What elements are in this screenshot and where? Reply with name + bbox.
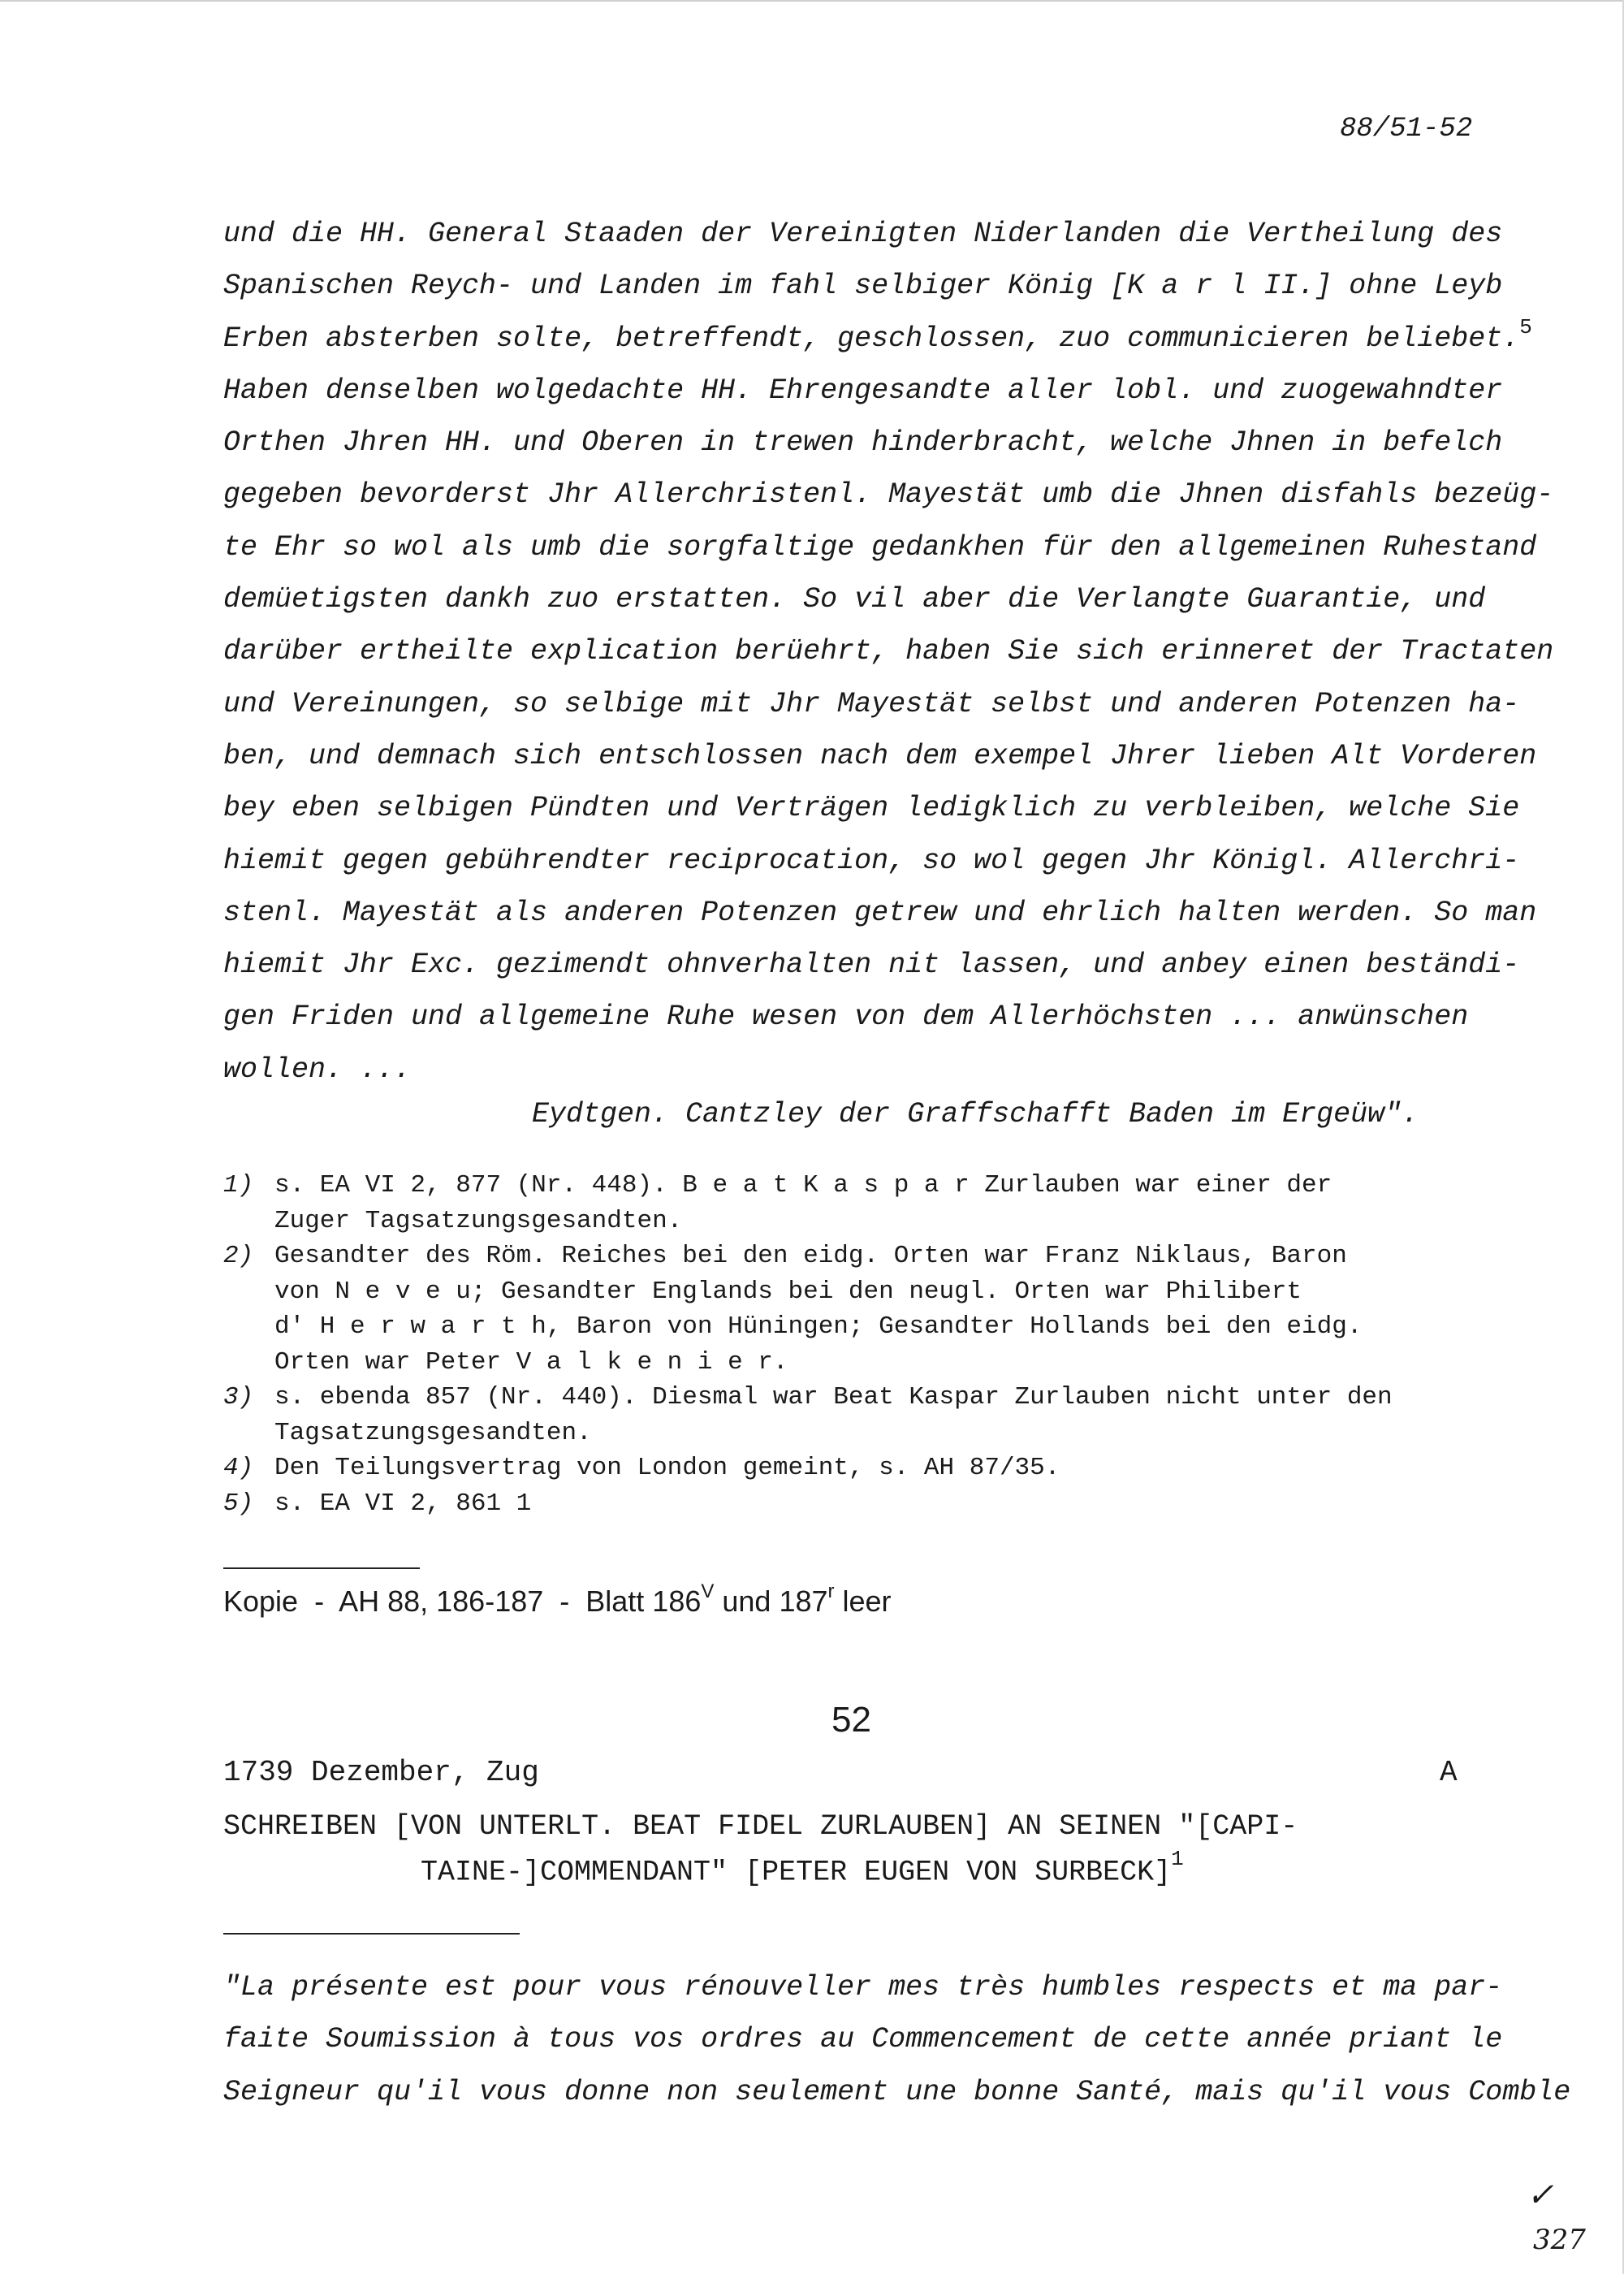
footnote-item — [223, 1380, 1522, 1450]
body-line: darüber ertheilte explication berüehrt, haben Sie sich erinneret der Tractaten — [223, 635, 1554, 668]
document-date-place: 1739 Dezember, Zug — [223, 1756, 539, 1789]
document-number: 52 — [831, 1700, 871, 1740]
handwritten-archive-number: 327 — [1533, 2224, 1586, 2256]
footnote-line: d' H e r w a r t h, Baron von Hüningen; Gesandter Hollands bei den eidg. — [274, 1312, 1363, 1341]
page-top-rule — [0, 0, 1624, 2]
letter-separator — [223, 1933, 520, 1935]
footnote-number: 4) — [223, 1454, 254, 1482]
footnote-number: 2) — [223, 1242, 254, 1270]
body-line: und die HH. General Staaden der Vereinigten Niderlanden die Vertheilung des — [223, 218, 1503, 250]
body-line: wollen. ... — [223, 1053, 412, 1086]
body-line: bey eben selbigen Pündten und Verträgen ledigklich zu verbleiben, welche Sie — [223, 792, 1520, 825]
footnote-line: s. ebenda 857 (Nr. 440). Diesmal war Beat Kaspar Zurlauben nicht unter den — [274, 1383, 1393, 1412]
letter-line: faite Soumission à tous vos ordres au Commencement de cette année priant le — [223, 2023, 1503, 2056]
footnote-number: 1) — [223, 1171, 254, 1200]
body-line: hiemit Jhr Exc. gezimendt ohnverhalten nit lassen, und anbey einen beständi- — [223, 949, 1520, 982]
source-separator — [223, 1567, 420, 1569]
footnote-line: Gesandter des Röm. Reiches bei den eidg. Orten war Franz Niklaus, Baron — [274, 1242, 1347, 1270]
body-line: und Vereinungen, so selbige mit Jhr Mayestät selbst und anderen Potenzen ha- — [223, 687, 1520, 720]
handwritten-check-mark: ✓ — [1527, 2177, 1554, 2214]
body-line — [223, 313, 1532, 365]
footnotes-list — [223, 1168, 1522, 1521]
heading-line-continued — [223, 1845, 1298, 1891]
body-line: Spanischen Reych- und Landen im fahl selbiger König [K a r l II.] ohne Leyb — [223, 270, 1503, 303]
footnote-number: 5) — [223, 1489, 254, 1518]
source-note-prefix: Kopie - AH 88, 186-187 - Blatt 186 — [223, 1584, 702, 1618]
page-number: 88/51-52 — [1340, 114, 1473, 145]
body-line: hiemit gegen gebührendter reciprocation, so wol gegen Jhr Königl. Allerchri- — [223, 844, 1520, 877]
body-line: te Ehr so wol als umb die sorgfaltige gedankhen für den allgemeinen Ruhestand — [223, 530, 1537, 564]
footnote-item — [223, 1486, 1522, 1522]
footnote-line: Tagsatzungsgesandten. — [274, 1418, 592, 1447]
heading-footnote-reference: 1 — [1171, 1847, 1184, 1871]
footnote-line: s. EA VI 2, 861 1 — [274, 1489, 532, 1518]
source-note — [223, 1580, 892, 1619]
chancery-signature: Eydtgen. Cantzley der Graffschafft Baden im Ergeüw". — [532, 1098, 1419, 1131]
footnote-line: Den Teilungsvertrag von London gemeint, s. AH 87/35. — [274, 1454, 1060, 1482]
footnote-item — [223, 1239, 1522, 1380]
footnote-reference: 5 — [1519, 314, 1532, 339]
source-note-recto: r — [827, 1580, 835, 1602]
letter-line: "La présente est pour vous rénouveller mes très humbles respects et ma par- — [223, 1971, 1503, 2004]
footnote-line: von N e v e u; Gesandter Englands bei den neugl. Orten war Philibert — [274, 1277, 1302, 1306]
source-note-verso: V — [701, 1580, 715, 1602]
body-line: ben, und demnach sich entschlossen nach dem exempel Jhrer lieben Alt Vorderen — [223, 739, 1537, 772]
body-line: demüetigsten dankh zuo erstatten. So vil aber die Verlangte Guarantie, und — [223, 583, 1486, 616]
body-text — [223, 208, 1554, 1096]
source-note-middle: und 187 — [714, 1584, 828, 1618]
footnote-number: 3) — [223, 1383, 254, 1412]
body-line: Orthen Jhren HH. und Oberen in trewen hinderbracht, welche Jhnen in befelch — [223, 426, 1503, 460]
heading-line: SCHREIBEN [VON UNTERLT. BEAT FIDEL ZURLAUBEN] AN SEINEN "[CAPI- — [223, 1810, 1298, 1843]
document-heading — [223, 1808, 1298, 1891]
footnote-line: s. EA VI 2, 877 (Nr. 448). B e a t K a s p a r Zurlauben war einer der — [274, 1171, 1332, 1200]
body-line: Haben denselben wolgedachte HH. Ehrengesandte aller lobl. und zuogewahndter — [223, 374, 1503, 407]
footnote-line: Zuger Tagsatzungsgesandten. — [274, 1206, 683, 1235]
body-line: stenl. Mayestät als anderen Potenzen getrew und ehrlich halten werden. So man — [223, 896, 1537, 929]
document-category: A — [1440, 1756, 1458, 1789]
letter-line: Seigneur qu'il vous donne non seulement une bonne Santé, mais qu'il vous Comble — [223, 2075, 1571, 2108]
footnote-line: Orten war Peter V a l k e n i e r. — [274, 1347, 788, 1377]
body-line-text: Erben absterben solte, betreffendt, geschlossen, zuo communicieren beliebet. — [223, 322, 1520, 355]
heading-line-text: TAINE-]COMMENDANT" [PETER EUGEN VON SURBECK] — [421, 1856, 1172, 1889]
body-line: gen Friden und allgemeine Ruhe wesen von dem Allerhöchsten ... anwünschen — [223, 1001, 1469, 1034]
footnote-item — [223, 1450, 1522, 1486]
footnote-item — [223, 1168, 1522, 1239]
letter-text — [223, 1961, 1570, 2118]
body-line: gegeben bevorderst Jhr Allerchristenl. Mayestät umb die Jhnen disfahls bezeüg- — [223, 478, 1554, 512]
source-note-suffix: leer — [834, 1584, 892, 1618]
